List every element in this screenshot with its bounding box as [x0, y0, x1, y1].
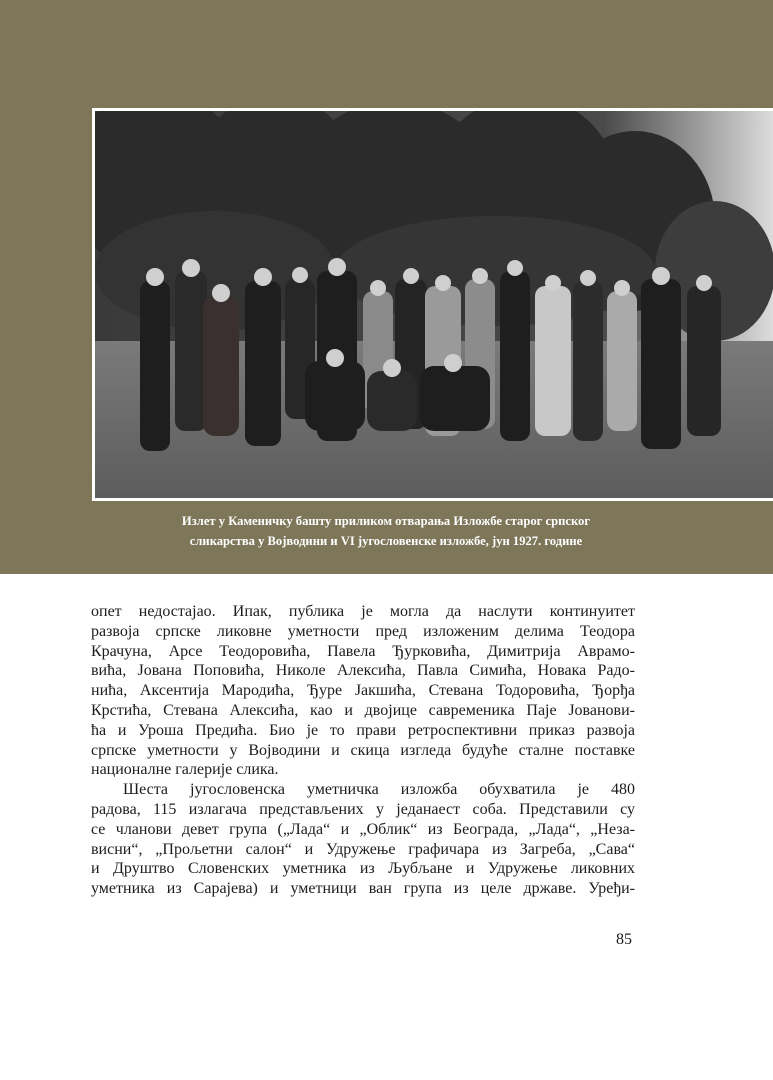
text-line: развоја српске ликовне уметности пред изложеним делима Теодора	[91, 622, 635, 640]
text-line: опет недостајао. Ипак, публика је могла да наслути континуитет	[91, 603, 635, 620]
body-text	[91, 602, 635, 899]
text-line: висни“, „Прољетни салон“ и Удружење графичара из Загреба, „Сава“	[91, 840, 635, 858]
text-line: вића, Јована Поповића, Николе Алексића, Павла Симића, Новака Радо-	[91, 662, 635, 680]
text-line: и Друштво Словенских уметника из Љубљане и Удружење ликовних	[91, 860, 635, 878]
text-line: српске уметности у Војводини и скица изгледа будуће сталне поставке	[91, 741, 635, 759]
text-line: нића, Аксентија Мародића, Ђуре Јакшића, Стевана Тодоровића, Ђорђа	[91, 682, 635, 700]
caption-line: сликарства у Војводини и VI југословенске изложбе, јун 1927. године	[189, 534, 583, 548]
caption-line: Излет у Каменичку башту приликом отварања Изложбе старог српског	[181, 514, 591, 528]
paragraph	[91, 602, 635, 780]
text-line: уметника из Сарајева) и уметници ван група из целе државе. Уређи-	[91, 880, 635, 898]
text-line: радова, 115 излагача представљених у једанаест соба. Представили су	[91, 800, 635, 818]
paragraph	[91, 780, 635, 899]
photo-image	[95, 111, 773, 498]
text-line: Шеста југословенска уметничка изложба обухватила је 480	[123, 781, 635, 799]
text-line: националне галерије слика.	[91, 761, 279, 779]
historical-group-photo	[92, 108, 773, 501]
text-line: Крачуна, Арсе Теодоровића, Павела Ђурковића, Димитрија Аврамо-	[91, 642, 635, 660]
text-line: ћа и Уроша Предића. Био је то прави ретроспективни приказ развоја	[91, 721, 635, 739]
text-line: се чланови девет група („Лада“ и „Облик“ из Београда, „Лада“, „Неза-	[91, 820, 635, 838]
page-number: 85	[616, 931, 632, 948]
photo-caption	[96, 511, 676, 551]
text-line: Крстића, Стевана Алексића, као и двојице савременика Паје Јованови-	[91, 701, 635, 719]
